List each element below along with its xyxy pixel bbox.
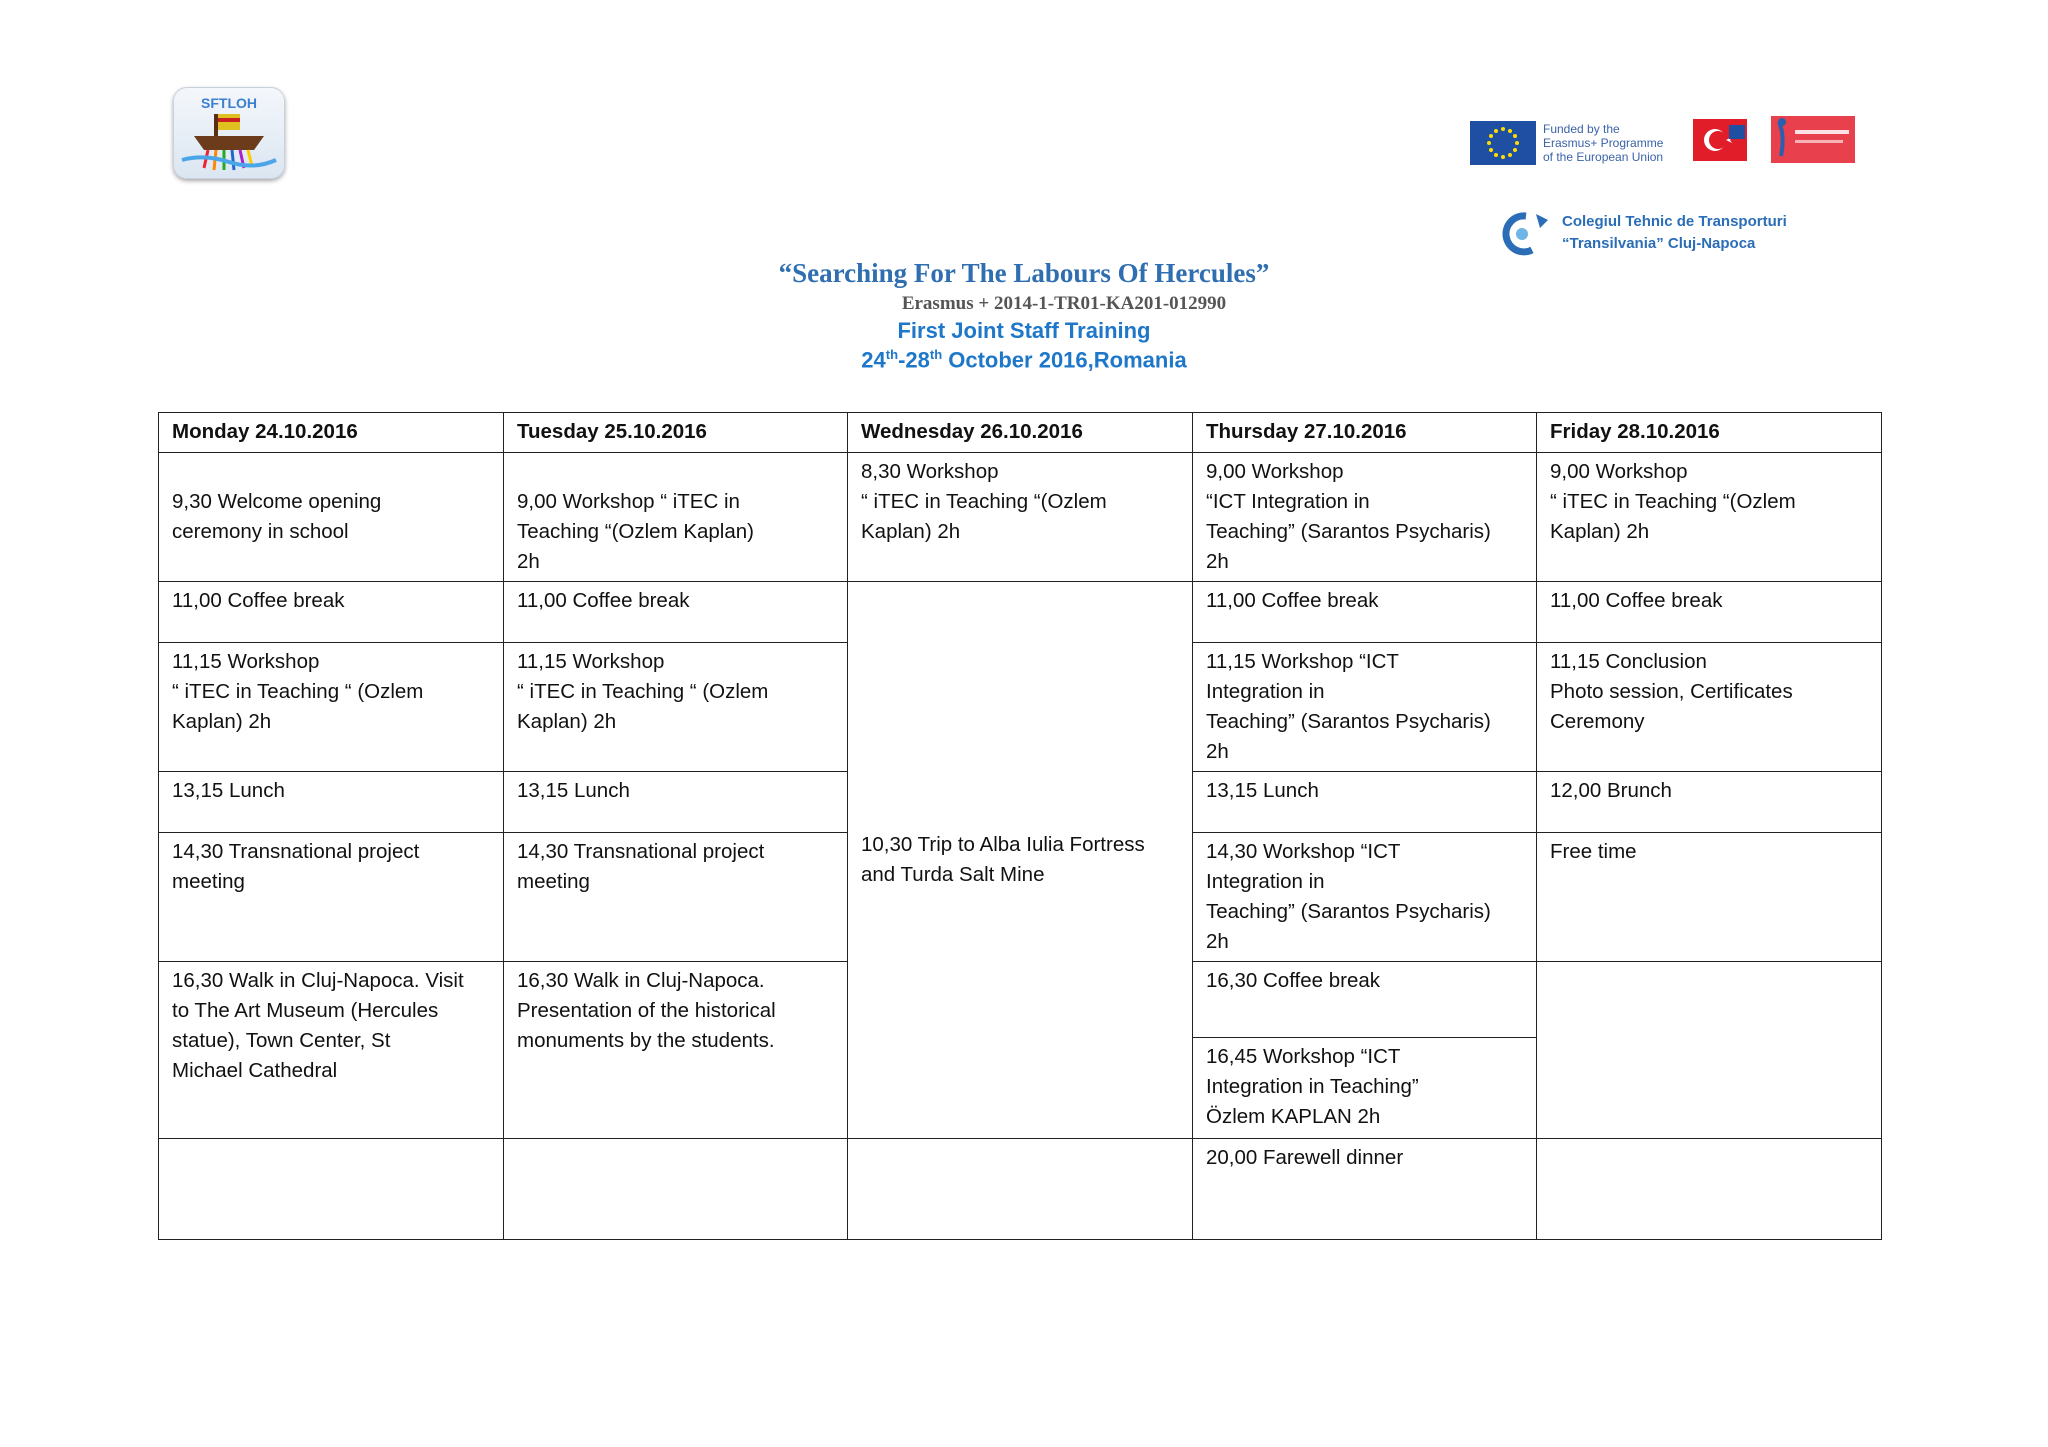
schedule-cell — [848, 1139, 1193, 1240]
table-row — [159, 453, 1882, 582]
schedule-cell — [1537, 1139, 1882, 1240]
day-header-thursday: Thursday 27.10.2016 — [1193, 413, 1537, 453]
schedule-cell: 9,30 Welcome opening ceremony in school — [159, 453, 504, 582]
day-header-friday: Friday 28.10.2016 — [1537, 413, 1882, 453]
schedule-cell: 14,30 Transnational project meeting — [159, 833, 504, 962]
schedule-cell-trip: 10,30 Trip to Alba Iulia Fortress and Turda Salt Mine — [848, 582, 1193, 1139]
schedule-cell: 11,00 Coffee break — [504, 582, 848, 643]
svg-text:SFTLOH: SFTLOH — [201, 95, 257, 111]
schedule-cell: 9,00 Workshop “ iTEC in Teaching “(Ozlem Kaplan) 2h — [1537, 453, 1882, 582]
schedule-cell: 16,45 Workshop “ICT Integration in Teaching” Özlem KAPLAN 2h — [1193, 1038, 1537, 1139]
project-code: Erasmus + 2014-1-TR01-KA201-012990 — [901, 293, 1227, 314]
turkey-flag-icon — [1693, 119, 1747, 161]
schedule-cell: 13,15 Lunch — [159, 772, 504, 833]
turkish-national-agency-logo — [1771, 116, 1855, 163]
schedule-cell: 11,00 Coffee break — [159, 582, 504, 643]
schedule-cell: Free time — [1537, 833, 1882, 962]
day-header-monday: Monday 24.10.2016 — [159, 413, 504, 453]
schedule-cell: 14,30 Transnational project meeting — [504, 833, 848, 962]
school-project-logo — [173, 87, 285, 179]
college-name-line1: Colegiul Tehnic de Transporturi — [1562, 213, 1787, 230]
table-header-row — [159, 413, 1882, 453]
schedule-cell: 14,30 Workshop “ICT Integration in Teaching” (Sarantos Psycharis) 2h — [1193, 833, 1537, 962]
schedule-cell: 9,00 Workshop “ICT Integration in Teaching” (Sarantos Psycharis) 2h — [1193, 453, 1537, 582]
schedule-cell: 20,00 Farewell dinner — [1193, 1139, 1537, 1240]
schedule-table — [158, 412, 1882, 1240]
training-title: First Joint Staff Training — [897, 318, 1151, 343]
schedule-cell: 8,30 Workshop “ iTEC in Teaching “(Ozlem Kaplan) 2h — [848, 453, 1193, 582]
schedule-cell: 16,30 Walk in Cluj-Napoca. Presentation of the historical monuments by the students. — [504, 962, 848, 1139]
day-header-tuesday: Tuesday 25.10.2016 — [504, 413, 848, 453]
schedule-cell: 11,15 Workshop “ICT Integration in Teaching” (Sarantos Psycharis) 2h — [1193, 643, 1537, 772]
schedule-cell — [1537, 962, 1882, 1139]
schedule-cell: 9,00 Workshop “ iTEC in Teaching “(Ozlem Kaplan) 2h — [504, 453, 848, 582]
schedule-cell — [159, 1139, 504, 1240]
schedule-cell: 16,30 Coffee break — [1193, 962, 1537, 1038]
schedule-cell — [504, 1139, 848, 1240]
college-name-line2: “Transilvania” Cluj-Napoca — [1562, 235, 1756, 252]
training-dates: 24th-28th October 2016,Romania — [861, 347, 1187, 373]
schedule-cell: 11,15 Workshop “ iTEC in Teaching “ (Ozlem Kaplan) 2h — [159, 643, 504, 772]
table-row — [159, 1139, 1882, 1240]
schedule-cell: 11,15 Workshop “ iTEC in Teaching “ (Ozlem Kaplan) 2h — [504, 643, 848, 772]
day-header-wednesday: Wednesday 26.10.2016 — [848, 413, 1193, 453]
college-logo-icon — [1496, 210, 1554, 256]
college-name — [1562, 211, 1787, 255]
eu-flag-icon — [1470, 121, 1536, 165]
schedule-cell: 12,00 Brunch — [1537, 772, 1882, 833]
schedule-cell: 13,15 Lunch — [1193, 772, 1537, 833]
table-row — [159, 582, 1882, 643]
schedule-cell: 11,15 Conclusion Photo session, Certificates Ceremony — [1537, 643, 1882, 772]
schedule-cell: 16,30 Walk in Cluj-Napoca. Visit to The Art Museum (Hercules statue), Town Center, St Michael Cathedral — [159, 962, 504, 1139]
schedule-cell: 11,00 Coffee break — [1537, 582, 1882, 643]
eu-funding-text: Funded by the Erasmus+ Programme of the European Union — [1543, 122, 1664, 164]
schedule-cell: 11,00 Coffee break — [1193, 582, 1537, 643]
document-title: “Searching For The Labours Of Hercules” — [778, 258, 1270, 288]
schedule-cell: 13,15 Lunch — [504, 772, 848, 833]
